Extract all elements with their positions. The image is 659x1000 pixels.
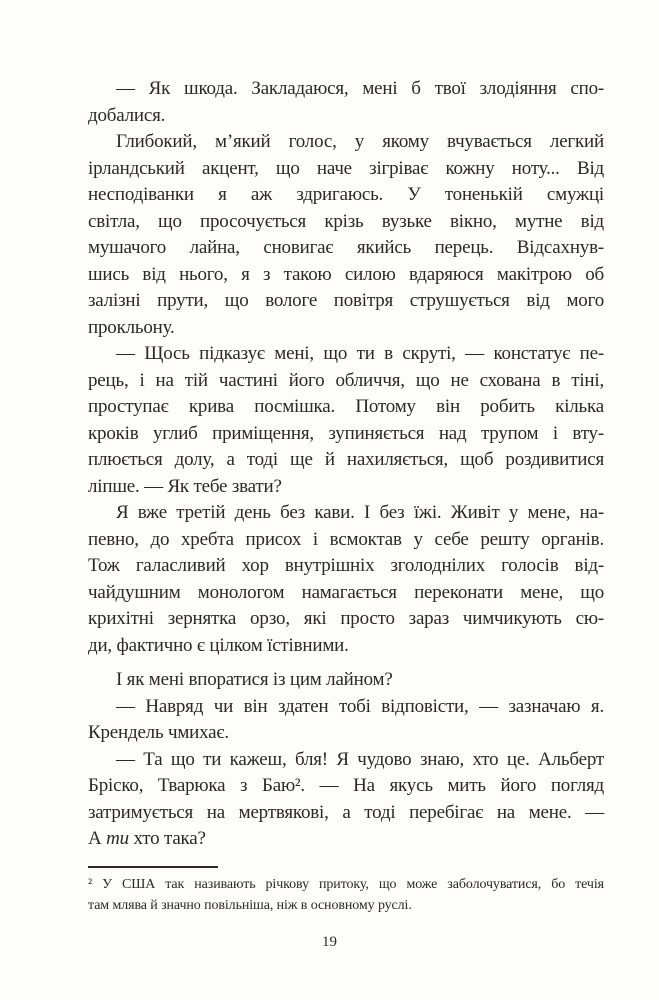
- text-line: світла, що просочується крізь вузьке вікно, мутне від: [88, 210, 604, 232]
- text-line: добалися.: [88, 104, 166, 126]
- text-line: Глибокий, м’який голос, у якому вчувається легкий: [116, 131, 604, 152]
- text-line: — Та що ти кажеш, бля! Я чудово знаю, хто це. Альберт: [116, 748, 604, 770]
- text-line: — Навряд чи він здатен тобі відповісти, — зазначаю я.: [116, 695, 604, 717]
- paragraph: [88, 76, 604, 129]
- footnote-divider: [88, 866, 218, 868]
- text-line: проступає крива посмішка. Потому він робить кілька: [88, 396, 604, 417]
- footnote-text: [88, 874, 604, 916]
- text-line: — Як шкода. Закладаюся, мені б твої злодіяння спо-: [116, 78, 604, 99]
- text-line: ліпше. — Як тебе звати?: [88, 475, 282, 497]
- text-line: чайдушним монологом намагається переконати мене, що: [88, 581, 604, 603]
- text-line: несподіванки я аж здригаюсь. У тоненькій смужці: [88, 184, 604, 205]
- text-line: плюється долу, а тоді ще й нахиляється, щоб роздивитися: [88, 449, 604, 470]
- paragraph: [88, 341, 604, 500]
- paragraph: [88, 129, 604, 341]
- text-line: залізні прути, що вологе повітря струшується від мого: [88, 290, 604, 311]
- text-line: кроків углиб приміщення, зупиняється над трупом і вту-: [88, 422, 604, 444]
- text-line: затримується на мертвякові, а тоді перебігає на мене. —: [88, 801, 604, 823]
- text-line: А ти хто така?: [88, 828, 206, 849]
- paragraph: [88, 747, 604, 853]
- text-line: певно, до хребта присох і всмоктав у себе решту органів.: [88, 528, 604, 550]
- paragraph: [88, 694, 604, 747]
- text-line: Тож галасливий хор внутрішніх зголоднілих голосів від-: [88, 555, 604, 576]
- text-line: мушачого лайна, сновигає якийсь перець. Відсахнув-: [88, 237, 604, 258]
- paragraph: [88, 500, 604, 659]
- text-line: Бріско, Тварюка з Баю². — На якусь мить його погляд: [88, 775, 604, 796]
- text-line: шись від нього, я з такою силою вдаряюся макітрою об: [88, 263, 604, 285]
- body-text: [88, 76, 604, 853]
- footnote-line: ² У США так називають річкову притоку, що може заболочуватися, бо течія: [88, 877, 604, 892]
- text-line: ди, фактично є цілком їстівними.: [88, 634, 349, 656]
- page-number: 19: [322, 934, 337, 950]
- text-line: Крендель чмихає.: [88, 722, 229, 743]
- text-line: прокльону.: [88, 316, 175, 338]
- text-line: І як мені впоратися із цим лайном?: [116, 669, 393, 690]
- text-line: — Щось підказує мені, що ти в скруті, — констатує пе-: [116, 343, 604, 364]
- paragraph: [88, 667, 604, 694]
- footnote: [88, 866, 604, 916]
- text-line: Я вже третій день без кави. І без їжі. Живіт у мене, на-: [116, 502, 604, 523]
- text-line: крихітні зернятка орзо, які просто зараз чимчикують сю-: [88, 608, 604, 629]
- text-line: рець, і на тій частині його обличчя, що не схована в тіні,: [88, 369, 604, 391]
- text-line: ірландський акцент, що наче зігріває кожну ноту... Від: [88, 157, 604, 179]
- footnote-line: там млява й значно повільніша, ніж в основному руслі.: [88, 898, 412, 913]
